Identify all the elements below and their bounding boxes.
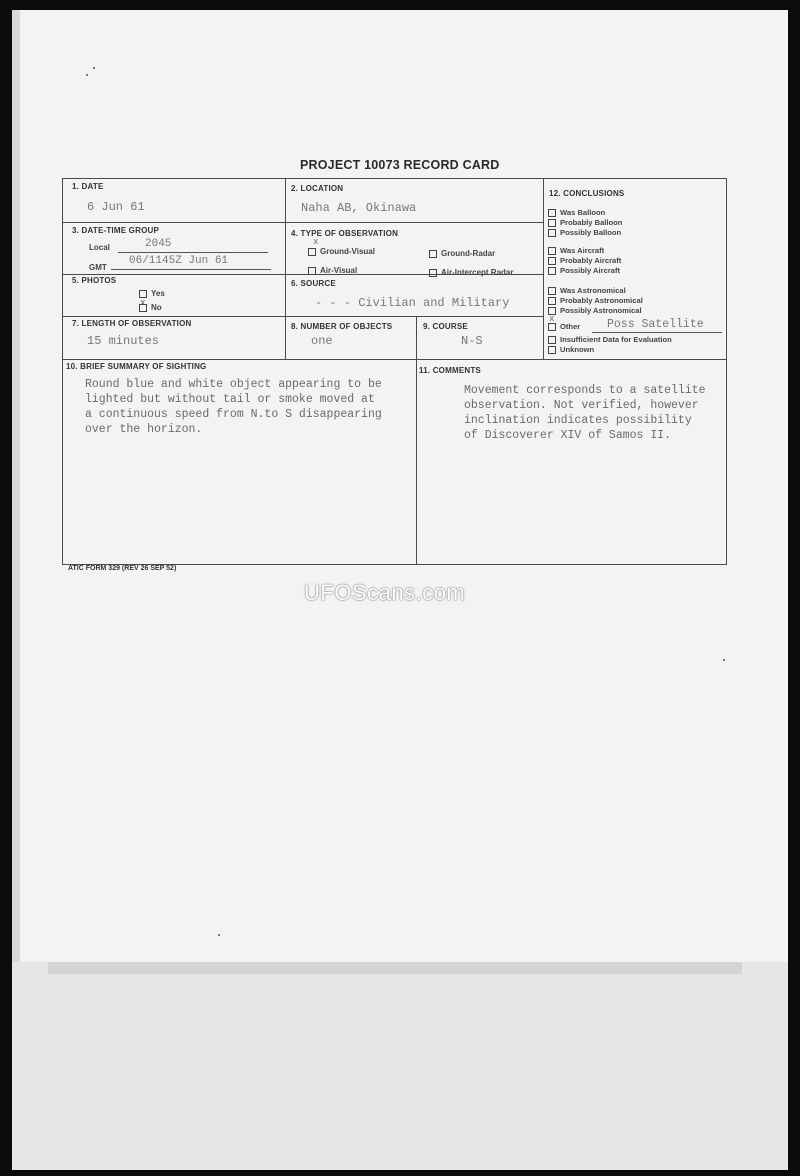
- speck: [86, 74, 88, 76]
- was-balloon-checkbox: [548, 209, 556, 217]
- length-label: 7. LENGTH OF OBSERVATION: [72, 319, 192, 328]
- divider: [63, 222, 543, 223]
- was-balloon-option: Was Balloon: [548, 208, 605, 217]
- probably-balloon-checkbox: [548, 219, 556, 227]
- was-astronomical-checkbox: [548, 287, 556, 295]
- course-label: 9. COURSE: [423, 322, 468, 331]
- date-value: 6 Jun 61: [87, 200, 145, 214]
- summary-label: 10. BRIEF SUMMARY OF SIGHTING: [66, 362, 207, 371]
- ground-visual-mark: x: [313, 237, 319, 247]
- watermark: UFOScans.com: [304, 580, 466, 605]
- photos-yes-checkbox: [139, 290, 147, 298]
- record-card: [62, 178, 727, 565]
- photos-no-option: No: [139, 303, 162, 312]
- air-visual-option: Air-Visual: [308, 266, 357, 275]
- was-aircraft-option: Was Aircraft: [548, 246, 604, 255]
- ground-radar-option: Ground-Radar: [429, 249, 495, 258]
- length-value: 15 minutes: [87, 334, 160, 348]
- unknown-option: Unknown: [548, 345, 594, 354]
- air-intercept-option: Air-Intercept Radar: [429, 268, 513, 277]
- source-value: - - - Civilian and Military: [315, 296, 510, 310]
- conclusions-label: 12. CONCLUSIONS: [549, 189, 625, 198]
- other-checkbox: [548, 323, 556, 331]
- speck: [723, 659, 725, 661]
- page-fold-line: [48, 962, 742, 974]
- unknown-checkbox: [548, 346, 556, 354]
- ground-radar-checkbox: [429, 250, 437, 258]
- probably-astronomical-checkbox: [548, 297, 556, 305]
- air-visual-checkbox: [308, 267, 316, 275]
- was-aircraft-checkbox: [548, 247, 556, 255]
- local-value: 2045: [145, 238, 172, 250]
- probably-astronomical-option: Probably Astronomical: [548, 296, 643, 305]
- divider: [416, 316, 417, 564]
- divider: [63, 316, 543, 317]
- location-value: Naha AB, Okinawa: [301, 201, 417, 215]
- divider: [543, 179, 544, 359]
- insufficient-option: Insufficient Data for Evaluation: [548, 335, 672, 344]
- objects-value: one: [311, 334, 333, 348]
- objects-label: 8. NUMBER OF OBJECTS: [291, 322, 393, 331]
- ground-visual-checkbox: [308, 248, 316, 256]
- possibly-aircraft-option: Possibly Aircraft: [548, 266, 620, 275]
- location-label: 2. LOCATION: [291, 184, 344, 193]
- possibly-aircraft-checkbox: [548, 267, 556, 275]
- course-value: N-S: [461, 334, 483, 348]
- was-astronomical-option: Was Astronomical: [548, 286, 626, 295]
- card-title: PROJECT 10073 RECORD CARD: [300, 158, 500, 172]
- speck: [93, 67, 95, 69]
- comments-label: 11. COMMENTS: [419, 366, 481, 375]
- local-label: Local: [89, 243, 110, 252]
- probably-aircraft-checkbox: [548, 257, 556, 265]
- type-label: 4. TYPE OF OBSERVATION: [291, 229, 399, 238]
- source-label: 6. SOURCE: [291, 279, 336, 288]
- other-mark: x: [549, 314, 555, 324]
- photos-no-mark: x: [140, 298, 146, 308]
- speck: [218, 934, 220, 936]
- comments-text: Movement corresponds to a satellite observation. Not verified, however inclination indicates possibility of Discoverer XIV of Samos II.: [464, 384, 706, 442]
- other-underline: [592, 332, 722, 333]
- local-underline: [118, 252, 268, 253]
- air-intercept-checkbox: [429, 269, 437, 277]
- gmt-underline: [111, 269, 271, 270]
- photos-label: 5. PHOTOS: [72, 276, 117, 285]
- other-value: Poss Satellite: [607, 318, 704, 331]
- possibly-astronomical-option: Possibly Astronomical: [548, 306, 642, 315]
- possibly-balloon-option: Possibly Balloon: [548, 228, 621, 237]
- other-option: Other: [548, 322, 580, 331]
- summary-text: Round blue and white object appearing to be lighted but without tail or smoke moved at a continuous speed from N.to S disappearing over the horizon.: [85, 378, 382, 436]
- possibly-balloon-checkbox: [548, 229, 556, 237]
- probably-aircraft-option: Probably Aircraft: [548, 256, 621, 265]
- photos-yes-option: Yes: [139, 289, 165, 298]
- ground-visual-option: Ground-Visual: [308, 247, 375, 256]
- divider: [63, 359, 726, 360]
- dtg-label: 3. DATE-TIME GROUP: [72, 226, 160, 235]
- lower-page-shadow: [12, 962, 788, 1170]
- form-number: ATIC FORM 329 (REV 26 SEP 52): [68, 565, 177, 572]
- probably-balloon-option: Probably Balloon: [548, 218, 622, 227]
- insufficient-checkbox: [548, 336, 556, 344]
- divider: [285, 179, 286, 359]
- date-label: 1. DATE: [72, 182, 104, 191]
- gmt-value: 06/1145Z Jun 61: [129, 255, 229, 267]
- gmt-label: GMT: [89, 263, 107, 272]
